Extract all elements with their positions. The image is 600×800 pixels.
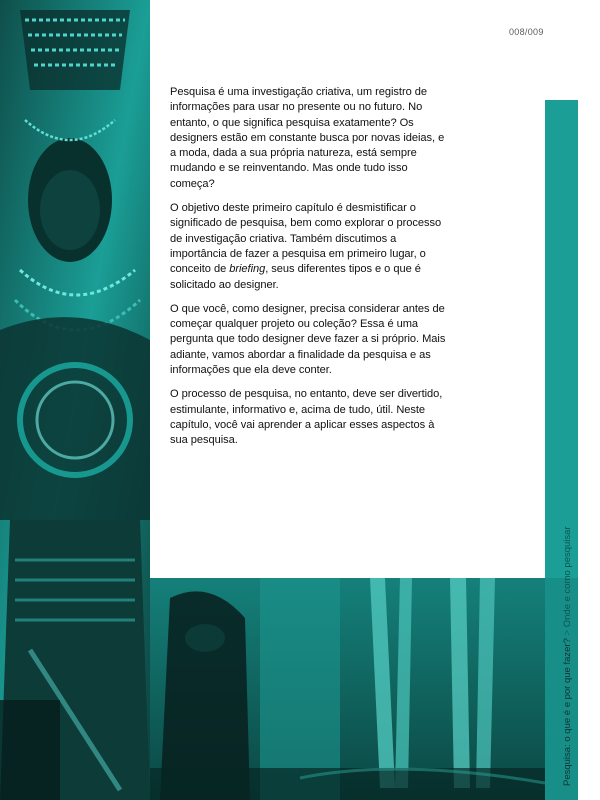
paragraph-3: O que você, como designer, precisa considerar antes de começar qualquer projeto ou coleção? Essa é uma pergunta que todo designer deve fazer a si próprio. Mais adiante, vamos abordar a finalidade da pesquisa e as informações que ela deve conter.	[170, 302, 446, 377]
paragraph-4: O processo de pesquisa, no entanto, deve ser divertido, estimulante, informativo e, acima de tudo, útil. Neste capítulo, você vai aprender a aplicar esses aspectos à sua pesquisa.	[170, 388, 443, 447]
briefing-term: briefing	[229, 263, 266, 276]
chevron-right-icon: >	[562, 629, 573, 636]
running-header-chapter: Pesquisa: o que é e por que fazer?	[562, 638, 573, 786]
running-header-section: Onde e como pesquisar	[562, 526, 573, 628]
photo-beaded-figure	[0, 0, 150, 800]
photo-models	[150, 578, 545, 800]
paragraph-2: O objetivo deste primeiro capítulo é desmistificar o significado de pesquisa, bem como explorar o processo de investigação criativa. Também discutimos a importância de fazer a pesquisa em primeiro lugar, o conceito de briefing, seus diferentes tipos e o que é solicitado ao designer.	[170, 202, 442, 291]
running-header	[562, 526, 573, 786]
paragraph-1: Pesquisa é uma investigação criativa, um registro de informações para usar no presente ou no futuro. No entanto, o que significa pesquisa exatamente? Os designers estão em constante busca por novas ideias, e a moda, dada a sua própria natureza, está sempre mudando e se reinventando. Mas onde tudo isso começa?	[170, 86, 445, 190]
page-number: 008/009	[509, 27, 544, 37]
body-text	[170, 85, 452, 458]
